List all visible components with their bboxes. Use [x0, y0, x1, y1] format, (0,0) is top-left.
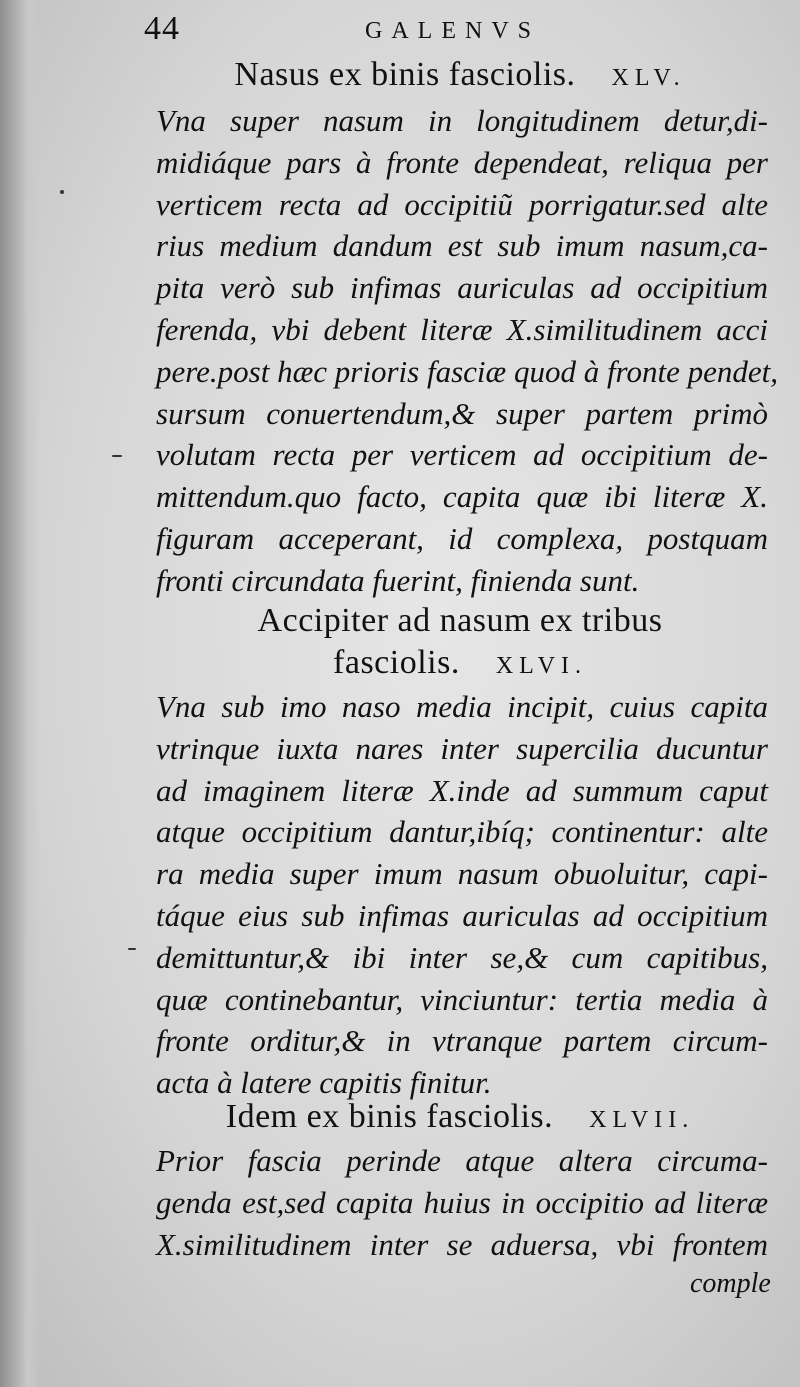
ink-speck	[112, 455, 122, 457]
text-line: atque occipitium dantur,ibíq; continentur: alte	[156, 814, 768, 850]
section-body-xlvii	[156, 1140, 768, 1265]
running-head	[140, 10, 620, 50]
text-line: demittuntur,& ibi inter se,& cum capitibus,	[156, 939, 768, 975]
section-title-xlvi	[150, 598, 770, 644]
ink-speck	[128, 948, 136, 950]
text-line: fronti circundata fuerint, finienda sunt.	[156, 562, 640, 598]
text-line: vtrinque iuxta nares inter supercilia ducuntur	[156, 730, 768, 766]
section-title-xlvi-line2	[150, 640, 770, 689]
text-line: Vna sub imo naso media incipit, cuius capita	[156, 689, 768, 724]
text-line: verticem recta ad occipitiũ porrigatur.sed alte	[156, 186, 768, 222]
ink-speck	[60, 190, 64, 194]
section-title-text: fasciolis.	[333, 644, 460, 681]
running-title: GALENVS	[365, 18, 540, 44]
text-line: ad imaginem literæ X.inde ad summum caput	[156, 772, 768, 808]
text-line: pere.post hæc prioris fasciæ quod à fronte pendet,	[156, 353, 778, 389]
section-numeral: XLVI.	[495, 653, 587, 679]
text-line: Vna super nasum in longitudinem detur,di-	[156, 103, 768, 138]
section-body-xlv	[156, 100, 778, 602]
text-line: quæ continebantur, vinciuntur: tertia media à	[156, 981, 768, 1017]
text-line: midiáque pars à fronte dependeat, reliqua per	[156, 144, 768, 180]
section-numeral: XLV.	[611, 65, 686, 91]
text-line: sursum conuertendum,& super partem primò	[156, 395, 768, 431]
section-title-xlvii	[150, 1094, 770, 1143]
page-gutter-shadow	[0, 0, 40, 1387]
section-body-xlvi	[156, 686, 768, 1104]
text-line: táque eius sub infimas auriculas ad occipitium	[156, 897, 768, 933]
text-line: genda est,sed capita huius in occipitio ad literæ	[156, 1184, 768, 1220]
text-line: ra media super imum nasum obuoluitur, capi-	[156, 856, 768, 892]
text-line: rius medium dandum est sub imum nasum,ca-	[156, 228, 768, 264]
text-line: acta à latere capitis finitur.	[156, 1065, 492, 1101]
text-line: ferenda, vbi debent literæ X.similitudinem acci	[156, 311, 768, 347]
text-line: figuram acceperant, id complexa, postquam	[156, 520, 768, 556]
section-title-xlv	[150, 52, 770, 101]
section-numeral: XLVII.	[589, 1107, 695, 1133]
section-title-text: Nasus ex binis fasciolis.	[234, 56, 576, 93]
text-line: Prior fascia perinde atque altera circuma-	[156, 1143, 768, 1178]
text-line: mittendum.quo facto, capita quæ ibi literæ X.	[156, 479, 768, 515]
catchword: comple	[690, 1268, 771, 1299]
section-title-text: Idem ex binis fasciolis.	[225, 1098, 554, 1135]
text-line: pita verò sub infimas auriculas ad occipitium	[156, 270, 768, 306]
section-title-text: Accipiter ad nasum ex tribus	[257, 602, 663, 639]
text-line: volutam recta per verticem ad occipitium de-	[156, 437, 768, 473]
text-line: X.similitudinem inter se aduersa, vbi frontem	[156, 1226, 768, 1262]
page-number: 44	[144, 10, 180, 47]
text-line: fronte orditur,& in vtranque partem circum-	[156, 1023, 768, 1059]
